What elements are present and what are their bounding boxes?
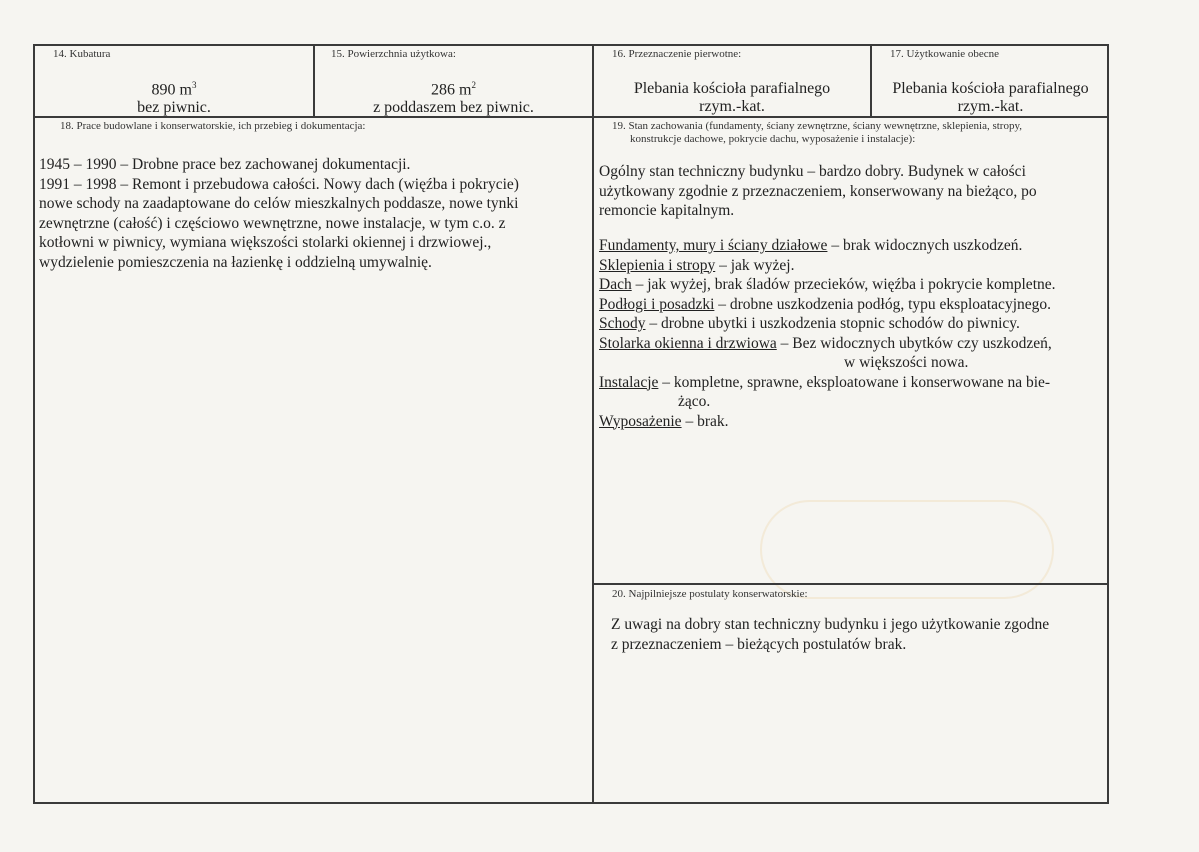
field-15-value-note: z poddaszem bez piwnic. — [373, 99, 534, 117]
field-18-label: 18. Prace budowlane i konserwatorskie, ich przebieg i dokumentacja: — [60, 120, 366, 132]
field-15-value-exponent: 2 — [471, 80, 476, 90]
field-19-intro — [599, 162, 1104, 221]
field-20-label: 20. Najpilniejsze postulaty konserwatorskie: — [612, 588, 808, 600]
field-14-value-note: bez piwnic. — [137, 99, 211, 117]
text-line: wydzielenie pomieszczenia na łazienkę i oddzielną umywalnię. — [39, 253, 432, 271]
condition-term: Schody — [599, 315, 646, 332]
field-14-kubatura — [35, 46, 313, 116]
field-15-value — [315, 76, 592, 117]
field-14-value-exponent: 3 — [191, 80, 197, 90]
condition-desc: – jak wyżej. — [715, 256, 795, 274]
condition-item — [599, 373, 1107, 393]
field-18-prace — [35, 118, 592, 804]
text-line: remoncie kapitalnym. — [599, 202, 735, 219]
condition-term: Podłogi i posadzki — [599, 295, 715, 313]
condition-term: Instalacje — [599, 373, 659, 391]
field-15-value-main: 286 m — [431, 81, 472, 99]
condition-item-continuation: w większości nowa. — [844, 354, 969, 371]
field-14-label: 14. Kubatura — [53, 48, 111, 60]
field-14-value-main: 890 m — [151, 81, 192, 99]
field-19-items — [599, 236, 1107, 431]
text-line: 1945 – 1990 – Drobne prace bez zachowanej dokumentacji. — [39, 156, 411, 173]
condition-item — [599, 334, 1107, 354]
condition-item-continuation: żąco. — [678, 393, 711, 410]
text-line: Ogólny stan techniczny budynku – bardzo dobry. Budynek w całości — [599, 163, 1026, 180]
condition-term: Sklepienia i stropy — [599, 256, 716, 274]
condition-term: Fundamenty, mury i ściany działowe — [599, 237, 828, 254]
text-line: Z uwagi na dobry stan techniczny budynku i jego użytkowanie zgodne — [611, 616, 1050, 633]
condition-desc: – drobne uszkodzenia podłóg, typu eksploatacyjnego. — [714, 295, 1052, 313]
field-17-uzytkowanie — [872, 46, 1109, 116]
field-19-stan-zachowania — [594, 118, 1109, 583]
condition-desc: – kompletne, sprawne, eksploatowane i konserwowane na bie- — [658, 373, 1051, 391]
text-line: 1991 – 1998 – Remont i przebudowa całości. Nowy dach (więźba i pokrycie) — [39, 175, 519, 193]
field-18-text — [39, 155, 589, 272]
field-20-text — [611, 615, 1106, 654]
field-16-label: 16. Przeznaczenie pierwotne: — [612, 48, 742, 60]
field-15-label: 15. Powierzchnia użytkowa: — [331, 48, 456, 60]
condition-item — [599, 236, 1107, 256]
field-20-postulaty — [594, 585, 1109, 804]
condition-desc: – Bez widocznych ubytków czy uszkodzeń, — [776, 334, 1052, 352]
field-16-value — [594, 80, 870, 116]
text-line: nowe schody na zaadaptowane do celów mieszkalnych poddasze, nowe tynki — [39, 195, 519, 212]
condition-term: Wyposażenie — [599, 412, 682, 430]
field-19-label — [612, 120, 1107, 146]
field-17-value-line1: Plebania kościoła parafialnego — [892, 80, 1089, 97]
form-frame — [33, 44, 1109, 804]
condition-term: Stolarka okienna i drzwiowa — [599, 334, 777, 352]
field-17-value-line2: rzym.-kat. — [957, 98, 1024, 115]
condition-item — [599, 314, 1107, 334]
field-17-value — [872, 80, 1109, 116]
condition-item — [599, 412, 1107, 432]
text-line: z przeznaczeniem – bieżących postulatów brak. — [611, 635, 907, 653]
condition-desc: – brak. — [681, 412, 729, 430]
text-line: kotłowni w piwnicy, wymiana większości stolarki okiennej i drzwiowej., — [39, 234, 492, 251]
field-16-value-line2: rzym.-kat. — [699, 98, 765, 115]
field-19-label-line1: 19. Stan zachowania (fundamenty, ściany zewnętrzne, ściany wewnętrzne, sklepienia, stropy, — [612, 120, 1023, 132]
field-14-value — [35, 76, 313, 117]
field-17-label: 17. Użytkowanie obecne — [890, 48, 1000, 60]
text-line: użytkowany zgodnie z przeznaczeniem, konserwowany na bieżąco, po — [599, 182, 1037, 200]
field-19-label-line2: konstrukcje dachowe, pokrycie dachu, wyposażenie i instalacje): — [630, 133, 916, 145]
condition-item — [599, 275, 1107, 295]
field-16-value-line1: Plebania kościoła parafialnego — [633, 80, 831, 97]
condition-desc: – brak widocznych uszkodzeń. — [827, 237, 1023, 254]
condition-desc: – drobne ubytki i uszkodzenia stopnic schodów do piwnicy. — [645, 315, 1020, 332]
condition-desc: – jak wyżej, brak śladów przecieków, więźba i pokrycie kompletne. — [631, 276, 1056, 293]
field-16-przeznaczenie — [594, 46, 870, 116]
condition-item — [599, 256, 1107, 276]
condition-term: Dach — [599, 276, 632, 293]
text-line: zewnętrzne (całość) i częściowo wewnętrzne, nowe instalacje, w tym c.o. z — [39, 214, 506, 232]
field-15-powierzchnia — [315, 46, 592, 116]
condition-item — [599, 295, 1107, 315]
